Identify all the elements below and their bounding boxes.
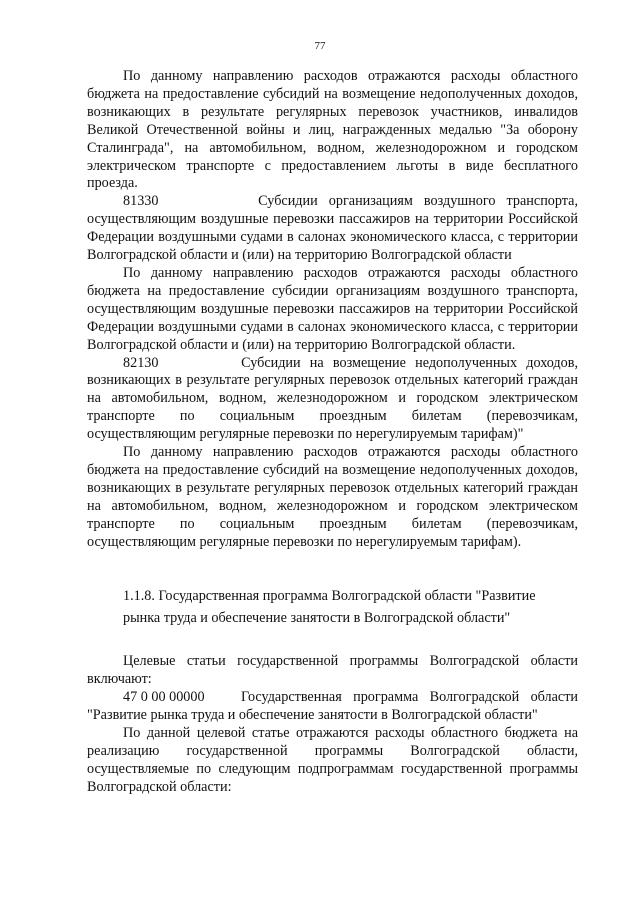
paragraph-code-47 [87,689,578,725]
paragraph-code-82130 [87,355,578,445]
budget-item-82130-text: Субсидии на возмещение недополученных доходов, возникающих в результате регулярных перевозок отдельных категорий граждан на автомобильном, водном, железнодорожном и городском электрическом транспорте по социальным проездным билетам (перевозчикам, осуществляющим регулярные перевозки по нерегулируемым тарифам)" [87,354,578,443]
budget-code-81330: 81330 [123,193,159,210]
paragraph-code-81330 [87,193,578,265]
budget-code-47: 47 0 00 00000 [123,689,205,706]
document-body [87,68,578,797]
paragraph-expenses-social-tickets: По данному направлению расходов отражаются расходы областного бюджета на предоставление субсидий на возмещение недополученных доходов, возникающих в результате регулярных перевозок отдельных категорий граждан на автомобильном, водном, железнодорожном и городском электрическом транспорте по социальным проездным билетам (перевозчикам, осуществляющим регулярные перевозки по нерегулируемым тарифам). [87,444,578,550]
paragraph-subprograms: По данной целевой статье отражаются расходы областного бюджета на реализацию государственной программы Волгоградской области, осуществляемые по следующим подпрограммам государственной программы Волгоградской области: [87,725,578,795]
paragraph-expenses-veterans: По данному направлению расходов отражаются расходы областного бюджета на предоставление субсидий на возмещение недополученных доходов, возникающих в результате регулярных перевозок участников, инвалидов Великой Отечественной войны и лиц, награжденных медалью "За оборону Сталинграда", на автомобильном, водном, железнодорожном и городском электрическом транспорте с предоставлением льготы в виде бесплатного проезда. [87,68,578,192]
page-number: 77 [314,40,326,52]
budget-code-82130: 82130 [123,354,159,371]
section-heading: 1.1.8. Государственная программа Волгоградской области "Развитие рынка труда и обеспечение занятости в Волгоградской области" [123,588,536,627]
budget-item-47-text: Государственная программа Волгоградской области "Развитие рынка труда и обеспечение занятости в Волгоградской области" [87,689,578,724]
paragraph-expenses-air-transport: По данному направлению расходов отражаются расходы областного бюджета на предоставление субсидии организациям воздушного транспорта, осуществляющим воздушные перевозки пассажиров на территории Российской Федерации воздушными судами в салонах экономического класса, с территории Волгоградской области и (или) на территорию Волгоградской области. [87,264,578,353]
paragraph-target-articles: Целевые статьи государственной программы Волгоградской области включают: [87,653,578,688]
budget-item-81330-text: Субсидии организациям воздушного транспорта, осуществляющим воздушные перевозки пассажиров на территории Российской Федерации воздушными судами в салонах экономического класса, с территории Волгоградской области и (или) на территорию Волгоградской области [87,193,578,264]
